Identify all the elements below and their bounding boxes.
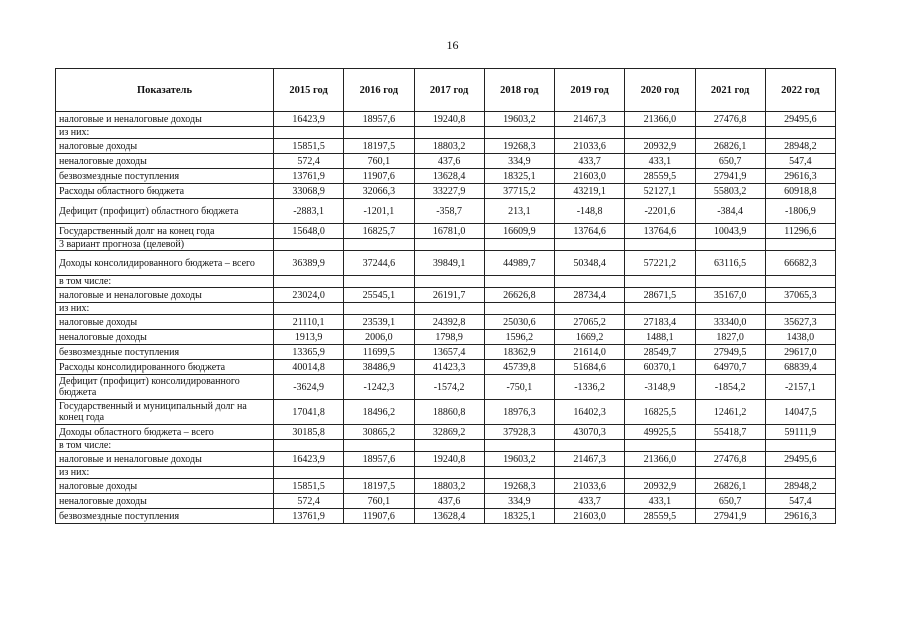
row-value: [625, 440, 695, 452]
table-row: [56, 184, 836, 199]
row-value: -3148,9: [625, 375, 695, 400]
row-value: 27941,9: [695, 169, 765, 184]
page-number: 16: [446, 38, 459, 52]
row-value: 28948,2: [765, 139, 835, 154]
table-row: [56, 440, 836, 452]
row-value: [274, 303, 344, 315]
row-value: 16825,5: [625, 400, 695, 425]
row-value: [555, 127, 625, 139]
row-value: 15851,5: [274, 479, 344, 494]
row-value: -384,4: [695, 199, 765, 224]
row-value: [695, 440, 765, 452]
row-value: [765, 467, 835, 479]
row-label: безвозмездные поступления: [56, 345, 274, 360]
row-value: 2006,0: [344, 330, 414, 345]
row-value: 15851,5: [274, 139, 344, 154]
row-value: 18957,6: [344, 112, 414, 127]
row-value: 1798,9: [414, 330, 484, 345]
row-value: 18197,5: [344, 479, 414, 494]
row-value: 26826,1: [695, 139, 765, 154]
row-value: 18803,2: [414, 479, 484, 494]
row-value: 13657,4: [414, 345, 484, 360]
row-label: Государственный долг на конец года: [56, 224, 274, 239]
table-row: [56, 494, 836, 509]
row-label: налоговые доходы: [56, 315, 274, 330]
row-value: 29495,6: [765, 452, 835, 467]
row-label: налоговые и неналоговые доходы: [56, 452, 274, 467]
row-value: 760,1: [344, 494, 414, 509]
row-value: [765, 440, 835, 452]
row-value: 37065,3: [765, 288, 835, 303]
row-value: 433,7: [555, 154, 625, 169]
table-row: [56, 169, 836, 184]
row-value: 18957,6: [344, 452, 414, 467]
row-value: [274, 440, 344, 452]
row-value: [274, 276, 344, 288]
header-year: 2016 год: [344, 69, 414, 112]
row-label: налоговые и неналоговые доходы: [56, 112, 274, 127]
row-value: [695, 276, 765, 288]
row-value: 334,9: [484, 154, 554, 169]
row-value: [625, 303, 695, 315]
row-value: 33227,9: [414, 184, 484, 199]
row-value: 33340,0: [695, 315, 765, 330]
row-value: 35627,3: [765, 315, 835, 330]
table-row: [56, 251, 836, 276]
row-value: 437,6: [414, 494, 484, 509]
table-row: [56, 276, 836, 288]
row-value: 28734,4: [555, 288, 625, 303]
row-value: 213,1: [484, 199, 554, 224]
row-value: 11907,6: [344, 509, 414, 524]
table-row: [56, 315, 836, 330]
row-value: 66682,3: [765, 251, 835, 276]
row-value: 1669,2: [555, 330, 625, 345]
row-value: 21033,6: [555, 139, 625, 154]
row-value: [625, 239, 695, 251]
table-body: [56, 112, 836, 524]
row-value: [414, 127, 484, 139]
row-value: [414, 239, 484, 251]
row-value: [695, 467, 765, 479]
row-value: 547,4: [765, 154, 835, 169]
row-value: [484, 440, 554, 452]
table-row: [56, 288, 836, 303]
row-value: 13365,9: [274, 345, 344, 360]
row-label: Дефицит (профицит) областного бюджета: [56, 199, 274, 224]
row-value: -2157,1: [765, 375, 835, 400]
row-value: 55803,2: [695, 184, 765, 199]
row-value: 24392,8: [414, 315, 484, 330]
row-value: 43070,3: [555, 425, 625, 440]
row-value: 17041,8: [274, 400, 344, 425]
header-year: 2017 год: [414, 69, 484, 112]
row-value: 16609,9: [484, 224, 554, 239]
row-value: 650,7: [695, 494, 765, 509]
row-value: 760,1: [344, 154, 414, 169]
row-value: 50348,4: [555, 251, 625, 276]
table-header-row: [56, 69, 836, 112]
row-value: 43219,1: [555, 184, 625, 199]
row-value: [555, 467, 625, 479]
row-value: -2883,1: [274, 199, 344, 224]
row-value: 21110,1: [274, 315, 344, 330]
row-value: 36389,9: [274, 251, 344, 276]
row-value: [625, 127, 695, 139]
row-value: 18362,9: [484, 345, 554, 360]
row-value: [555, 303, 625, 315]
row-value: [765, 276, 835, 288]
row-value: 572,4: [274, 494, 344, 509]
row-value: -750,1: [484, 375, 554, 400]
row-value: 32066,3: [344, 184, 414, 199]
row-value: [414, 276, 484, 288]
row-value: 437,6: [414, 154, 484, 169]
row-value: 13764,6: [625, 224, 695, 239]
row-value: 38486,9: [344, 360, 414, 375]
row-label: безвозмездные поступления: [56, 169, 274, 184]
budget-forecast-table: [55, 68, 836, 524]
row-value: 334,9: [484, 494, 554, 509]
row-value: [274, 127, 344, 139]
row-value: 41423,3: [414, 360, 484, 375]
row-value: 18976,3: [484, 400, 554, 425]
row-value: 11296,6: [765, 224, 835, 239]
row-value: 57221,2: [625, 251, 695, 276]
row-value: 27476,8: [695, 452, 765, 467]
row-value: 29616,3: [765, 509, 835, 524]
row-value: [414, 467, 484, 479]
row-label: Доходы областного бюджета – всего: [56, 425, 274, 440]
row-value: [765, 303, 835, 315]
row-value: [695, 303, 765, 315]
row-value: 13764,6: [555, 224, 625, 239]
header-year: 2015 год: [274, 69, 344, 112]
row-value: 27183,4: [625, 315, 695, 330]
row-value: 1596,2: [484, 330, 554, 345]
row-value: 28948,2: [765, 479, 835, 494]
table-row: [56, 400, 836, 425]
table-row: [56, 239, 836, 251]
row-value: [344, 467, 414, 479]
row-value: 26826,1: [695, 479, 765, 494]
row-value: 18860,8: [414, 400, 484, 425]
row-value: -358,7: [414, 199, 484, 224]
row-value: 27949,5: [695, 345, 765, 360]
row-value: 37244,6: [344, 251, 414, 276]
row-value: 35167,0: [695, 288, 765, 303]
row-value: [274, 239, 344, 251]
row-value: 37715,2: [484, 184, 554, 199]
row-value: 18803,2: [414, 139, 484, 154]
row-value: 27941,9: [695, 509, 765, 524]
table-row: [56, 199, 836, 224]
row-value: 37928,3: [484, 425, 554, 440]
row-value: 51684,6: [555, 360, 625, 375]
row-value: 19603,2: [484, 452, 554, 467]
row-value: 433,1: [625, 154, 695, 169]
row-value: 13628,4: [414, 169, 484, 184]
row-value: [695, 239, 765, 251]
row-value: 25545,1: [344, 288, 414, 303]
row-value: [625, 276, 695, 288]
row-value: 40014,8: [274, 360, 344, 375]
row-value: 16402,3: [555, 400, 625, 425]
row-value: -1854,2: [695, 375, 765, 400]
table-row: [56, 509, 836, 524]
table-row: [56, 425, 836, 440]
row-value: 26191,7: [414, 288, 484, 303]
row-value: [555, 440, 625, 452]
row-value: [555, 239, 625, 251]
row-value: 1913,9: [274, 330, 344, 345]
row-value: 21614,0: [555, 345, 625, 360]
row-value: [484, 467, 554, 479]
row-value: [344, 239, 414, 251]
row-value: 21603,0: [555, 169, 625, 184]
header-year: 2020 год: [625, 69, 695, 112]
row-value: 20932,9: [625, 479, 695, 494]
row-value: 21033,6: [555, 479, 625, 494]
row-value: -1336,2: [555, 375, 625, 400]
header-year: 2021 год: [695, 69, 765, 112]
row-label: неналоговые доходы: [56, 154, 274, 169]
row-value: [414, 303, 484, 315]
row-value: 11699,5: [344, 345, 414, 360]
row-value: -148,8: [555, 199, 625, 224]
row-value: -2201,6: [625, 199, 695, 224]
row-value: 30185,8: [274, 425, 344, 440]
row-label: 3 вариант прогноза (целевой): [56, 239, 274, 251]
row-value: 19240,8: [414, 112, 484, 127]
row-value: -1806,9: [765, 199, 835, 224]
row-value: 60918,8: [765, 184, 835, 199]
row-label: Расходы областного бюджета: [56, 184, 274, 199]
row-value: 23539,1: [344, 315, 414, 330]
table-row: [56, 375, 836, 400]
row-value: 16423,9: [274, 452, 344, 467]
row-value: 21467,3: [555, 452, 625, 467]
row-value: 13761,9: [274, 169, 344, 184]
row-value: 29495,6: [765, 112, 835, 127]
row-value: -3624,9: [274, 375, 344, 400]
row-label: налоговые и неналоговые доходы: [56, 288, 274, 303]
header-year: 2022 год: [765, 69, 835, 112]
header-year: 2019 год: [555, 69, 625, 112]
row-value: [344, 276, 414, 288]
row-value: [484, 127, 554, 139]
row-label: в том числе:: [56, 276, 274, 288]
table-row: [56, 139, 836, 154]
row-value: 15648,0: [274, 224, 344, 239]
row-value: 18197,5: [344, 139, 414, 154]
row-label: Дефицит (профицит) консолидированного бюджета: [56, 375, 274, 400]
row-value: 21603,0: [555, 509, 625, 524]
table-row: [56, 154, 836, 169]
row-value: 52127,1: [625, 184, 695, 199]
row-value: [344, 440, 414, 452]
row-label: в том числе:: [56, 440, 274, 452]
row-label: безвозмездные поступления: [56, 509, 274, 524]
row-value: 44989,7: [484, 251, 554, 276]
row-value: 13761,9: [274, 509, 344, 524]
row-value: 18325,1: [484, 169, 554, 184]
row-value: -1201,1: [344, 199, 414, 224]
row-value: 16825,7: [344, 224, 414, 239]
row-value: [484, 239, 554, 251]
header-year: 2018 год: [484, 69, 554, 112]
row-value: -1574,2: [414, 375, 484, 400]
row-value: 27476,8: [695, 112, 765, 127]
table-row: [56, 303, 836, 315]
row-value: 32869,2: [414, 425, 484, 440]
row-value: [484, 303, 554, 315]
row-value: [555, 276, 625, 288]
row-value: 64970,7: [695, 360, 765, 375]
row-value: 27065,2: [555, 315, 625, 330]
row-value: 28559,5: [625, 509, 695, 524]
row-value: [765, 239, 835, 251]
row-value: 49925,5: [625, 425, 695, 440]
row-value: 16781,0: [414, 224, 484, 239]
row-value: 1827,0: [695, 330, 765, 345]
row-value: 28549,7: [625, 345, 695, 360]
header-indicator: Показатель: [56, 69, 274, 112]
row-value: 29617,0: [765, 345, 835, 360]
row-value: 21366,0: [625, 452, 695, 467]
row-value: 25030,6: [484, 315, 554, 330]
row-value: 30865,2: [344, 425, 414, 440]
row-value: [765, 127, 835, 139]
row-value: 12461,2: [695, 400, 765, 425]
row-value: 28671,5: [625, 288, 695, 303]
row-value: 23024,0: [274, 288, 344, 303]
row-value: 1488,1: [625, 330, 695, 345]
row-value: 19268,3: [484, 139, 554, 154]
row-value: -1242,3: [344, 375, 414, 400]
row-value: 21467,3: [555, 112, 625, 127]
row-value: 33068,9: [274, 184, 344, 199]
row-value: 10043,9: [695, 224, 765, 239]
row-value: 547,4: [765, 494, 835, 509]
row-label: неналоговые доходы: [56, 494, 274, 509]
row-value: 13628,4: [414, 509, 484, 524]
row-value: 11907,6: [344, 169, 414, 184]
row-label: из них:: [56, 467, 274, 479]
row-value: 26626,8: [484, 288, 554, 303]
row-label: Государственный и муниципальный долг на конец года: [56, 400, 274, 425]
table-row: [56, 112, 836, 127]
row-label: Доходы консолидированного бюджета – всего: [56, 251, 274, 276]
table-row: [56, 479, 836, 494]
row-label: Расходы консолидированного бюджета: [56, 360, 274, 375]
row-value: 63116,5: [695, 251, 765, 276]
row-value: 68839,4: [765, 360, 835, 375]
row-label: из них:: [56, 303, 274, 315]
row-value: 433,1: [625, 494, 695, 509]
row-value: 20932,9: [625, 139, 695, 154]
table-row: [56, 330, 836, 345]
table-row: [56, 127, 836, 139]
row-value: 21366,0: [625, 112, 695, 127]
row-value: 29616,3: [765, 169, 835, 184]
row-value: 55418,7: [695, 425, 765, 440]
row-value: [274, 467, 344, 479]
row-value: 59111,9: [765, 425, 835, 440]
row-value: [344, 127, 414, 139]
row-value: 16423,9: [274, 112, 344, 127]
row-value: 18325,1: [484, 509, 554, 524]
table-row: [56, 360, 836, 375]
row-label: налоговые доходы: [56, 479, 274, 494]
row-value: 19268,3: [484, 479, 554, 494]
row-value: [414, 440, 484, 452]
row-value: 45739,8: [484, 360, 554, 375]
row-value: [625, 467, 695, 479]
row-value: 14047,5: [765, 400, 835, 425]
row-value: 28559,5: [625, 169, 695, 184]
row-value: 39849,1: [414, 251, 484, 276]
row-label: из них:: [56, 127, 274, 139]
table-row: [56, 452, 836, 467]
row-label: неналоговые доходы: [56, 330, 274, 345]
table-row: [56, 467, 836, 479]
table-row: [56, 345, 836, 360]
row-value: [344, 303, 414, 315]
row-value: 18496,2: [344, 400, 414, 425]
row-value: [484, 276, 554, 288]
row-value: 19603,2: [484, 112, 554, 127]
row-value: 572,4: [274, 154, 344, 169]
table-row: [56, 224, 836, 239]
row-label: налоговые доходы: [56, 139, 274, 154]
row-value: 1438,0: [765, 330, 835, 345]
row-value: 650,7: [695, 154, 765, 169]
row-value: 60370,1: [625, 360, 695, 375]
row-value: 433,7: [555, 494, 625, 509]
row-value: [695, 127, 765, 139]
row-value: 19240,8: [414, 452, 484, 467]
